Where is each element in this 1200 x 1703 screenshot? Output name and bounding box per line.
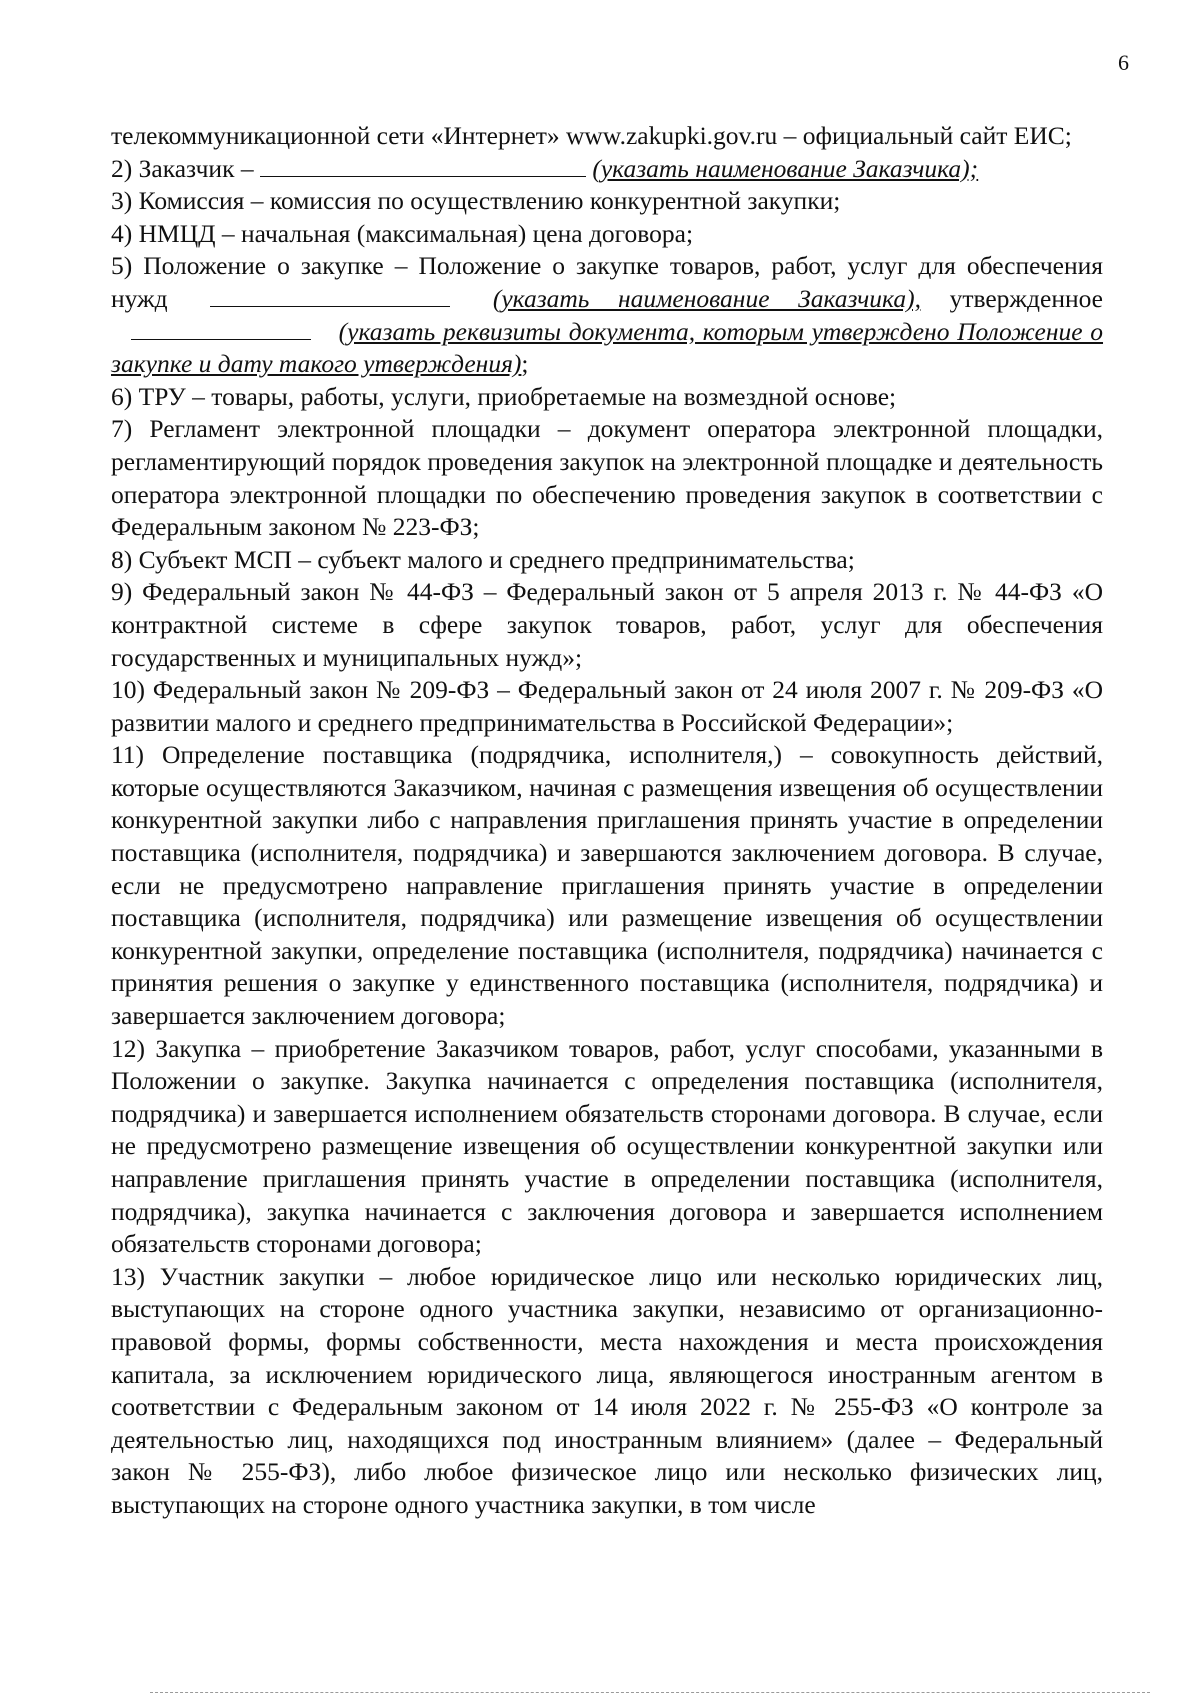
fill-in-blank <box>210 284 450 307</box>
definition-item-9: 9) Федеральный закон № 44-ФЗ – Федеральный закон от 5 апреля 2013 г. № 44-ФЗ «О контрактной системе в сфере закупок товаров, работ, услуг для обеспечения государственных и муниципальных нужд»; <box>111 577 1103 672</box>
definition-item-7: 7) Регламент электронной площадки – документ оператора электронной площадки, регламентирующий порядок проведения закупок на электронной площадке и деятельность оператора электронной площадки по обеспечению проведения закупок в соответствии с Федеральным законом № 223-ФЗ; <box>111 414 1103 542</box>
definition-item-5 <box>111 250 1103 380</box>
definition-item-13: 13) Участник закупки – любое юридическое лицо или несколько юридических лиц, выступающих на стороне одного участника закупки, независимо от организационно-правовой формы, формы собственности, места нахождения и места происхождения капитала, за исключением юридического лица, являющегося иностранным агентом в соответствии с Федеральным законом от 14 июля 2022 г. № 255-ФЗ «О контроле за деятельностью лиц, находящихся под иностранным влиянием» (далее – Федеральный закон № 255-ФЗ), либо любое физическое лицо или несколько физических лиц, выступающих на стороне одного участника закупки, в том числе <box>111 1261 1103 1519</box>
document-body <box>111 120 1103 1522</box>
definition-item-6: 6) ТРУ – товары, работы, услуги, приобретаемые на возмездной основе; <box>111 381 897 411</box>
definition-item-2 <box>111 153 1103 186</box>
item-5-note-2: (указать реквизиты документа, которым утверждено Положение о закупке и дату такого утверждения) <box>111 316 1104 379</box>
item-2-prefix: 2) Заказчик – <box>111 153 254 183</box>
fill-in-blank <box>131 317 311 340</box>
definition-item-4: 4) НМЦД – начальная (максимальная) цена договора; <box>111 218 694 248</box>
definition-item-10: 10) Федеральный закон № 209-ФЗ – Федеральный закон от 24 июля 2007 г. № 209-ФЗ «О развитии малого и среднего предпринимательства в Российской Федерации»; <box>111 675 1103 737</box>
definition-item-1-tail: телекоммуникационной сети «Интернет» www.zakupki.gov.ru – официальный сайт ЕИС; <box>111 121 1072 150</box>
item-5-note-1: (указать наименование Заказчика), <box>492 283 921 313</box>
definition-item-11: 11) Определение поставщика (подрядчика, исполнителя,) – совокупность действий, которые осуществляются Заказчиком, начиная с размещения извещения об осуществлении конкурентной закупки либо с направления приглашения принять участие в определении поставщика (исполнителя, подрядчика) и завершаются заключением договора. В случае, если не предусмотрено направление приглашения принять участие в определении поставщика (исполнителя, подрядчика) или размещение извещения об осуществлении конкурентной закупки, определение поставщика (исполнителя, подрядчика) начинается с принятия решения о закупке у единственного поставщика (исполнителя, подрядчика) и завершается заключением договора; <box>111 740 1103 1031</box>
item-5-suffix: ; <box>521 349 529 379</box>
definition-item-12: 12) Закупка – приобретение Заказчиком товаров, работ, услуг способами, указанными в Положении о закупке. Закупка начинается с определения поставщика (исполнителя, подрядчика) и завершается исполнением обязательств сторонами договора. В случае, если не предусмотрено размещение извещения об осуществлении конкурентной закупки или направление приглашения принять участие в определении поставщика (исполнителя, подрядчика), закупка начинается с заключения договора и завершается исполнением обязательств сторонами договора; <box>111 1033 1103 1259</box>
item-5-prefix: 5) Положение о закупке – Положение о закупке товаров, работ, услуг для обеспечения нужд <box>111 251 1103 313</box>
definition-item-3: 3) Комиссия – комиссия по осуществлению конкурентной закупки; <box>111 186 841 216</box>
item-2-note: (указать наименование Заказчика); <box>592 153 979 183</box>
item-5-middle: утвержденное <box>949 283 1103 313</box>
page-number: 6 <box>1118 50 1129 75</box>
definition-item-8: 8) Субъект МСП – субъект малого и среднего предпринимательства; <box>111 544 855 574</box>
page-bottom-edge <box>150 1692 1150 1693</box>
fill-in-blank <box>260 154 586 177</box>
